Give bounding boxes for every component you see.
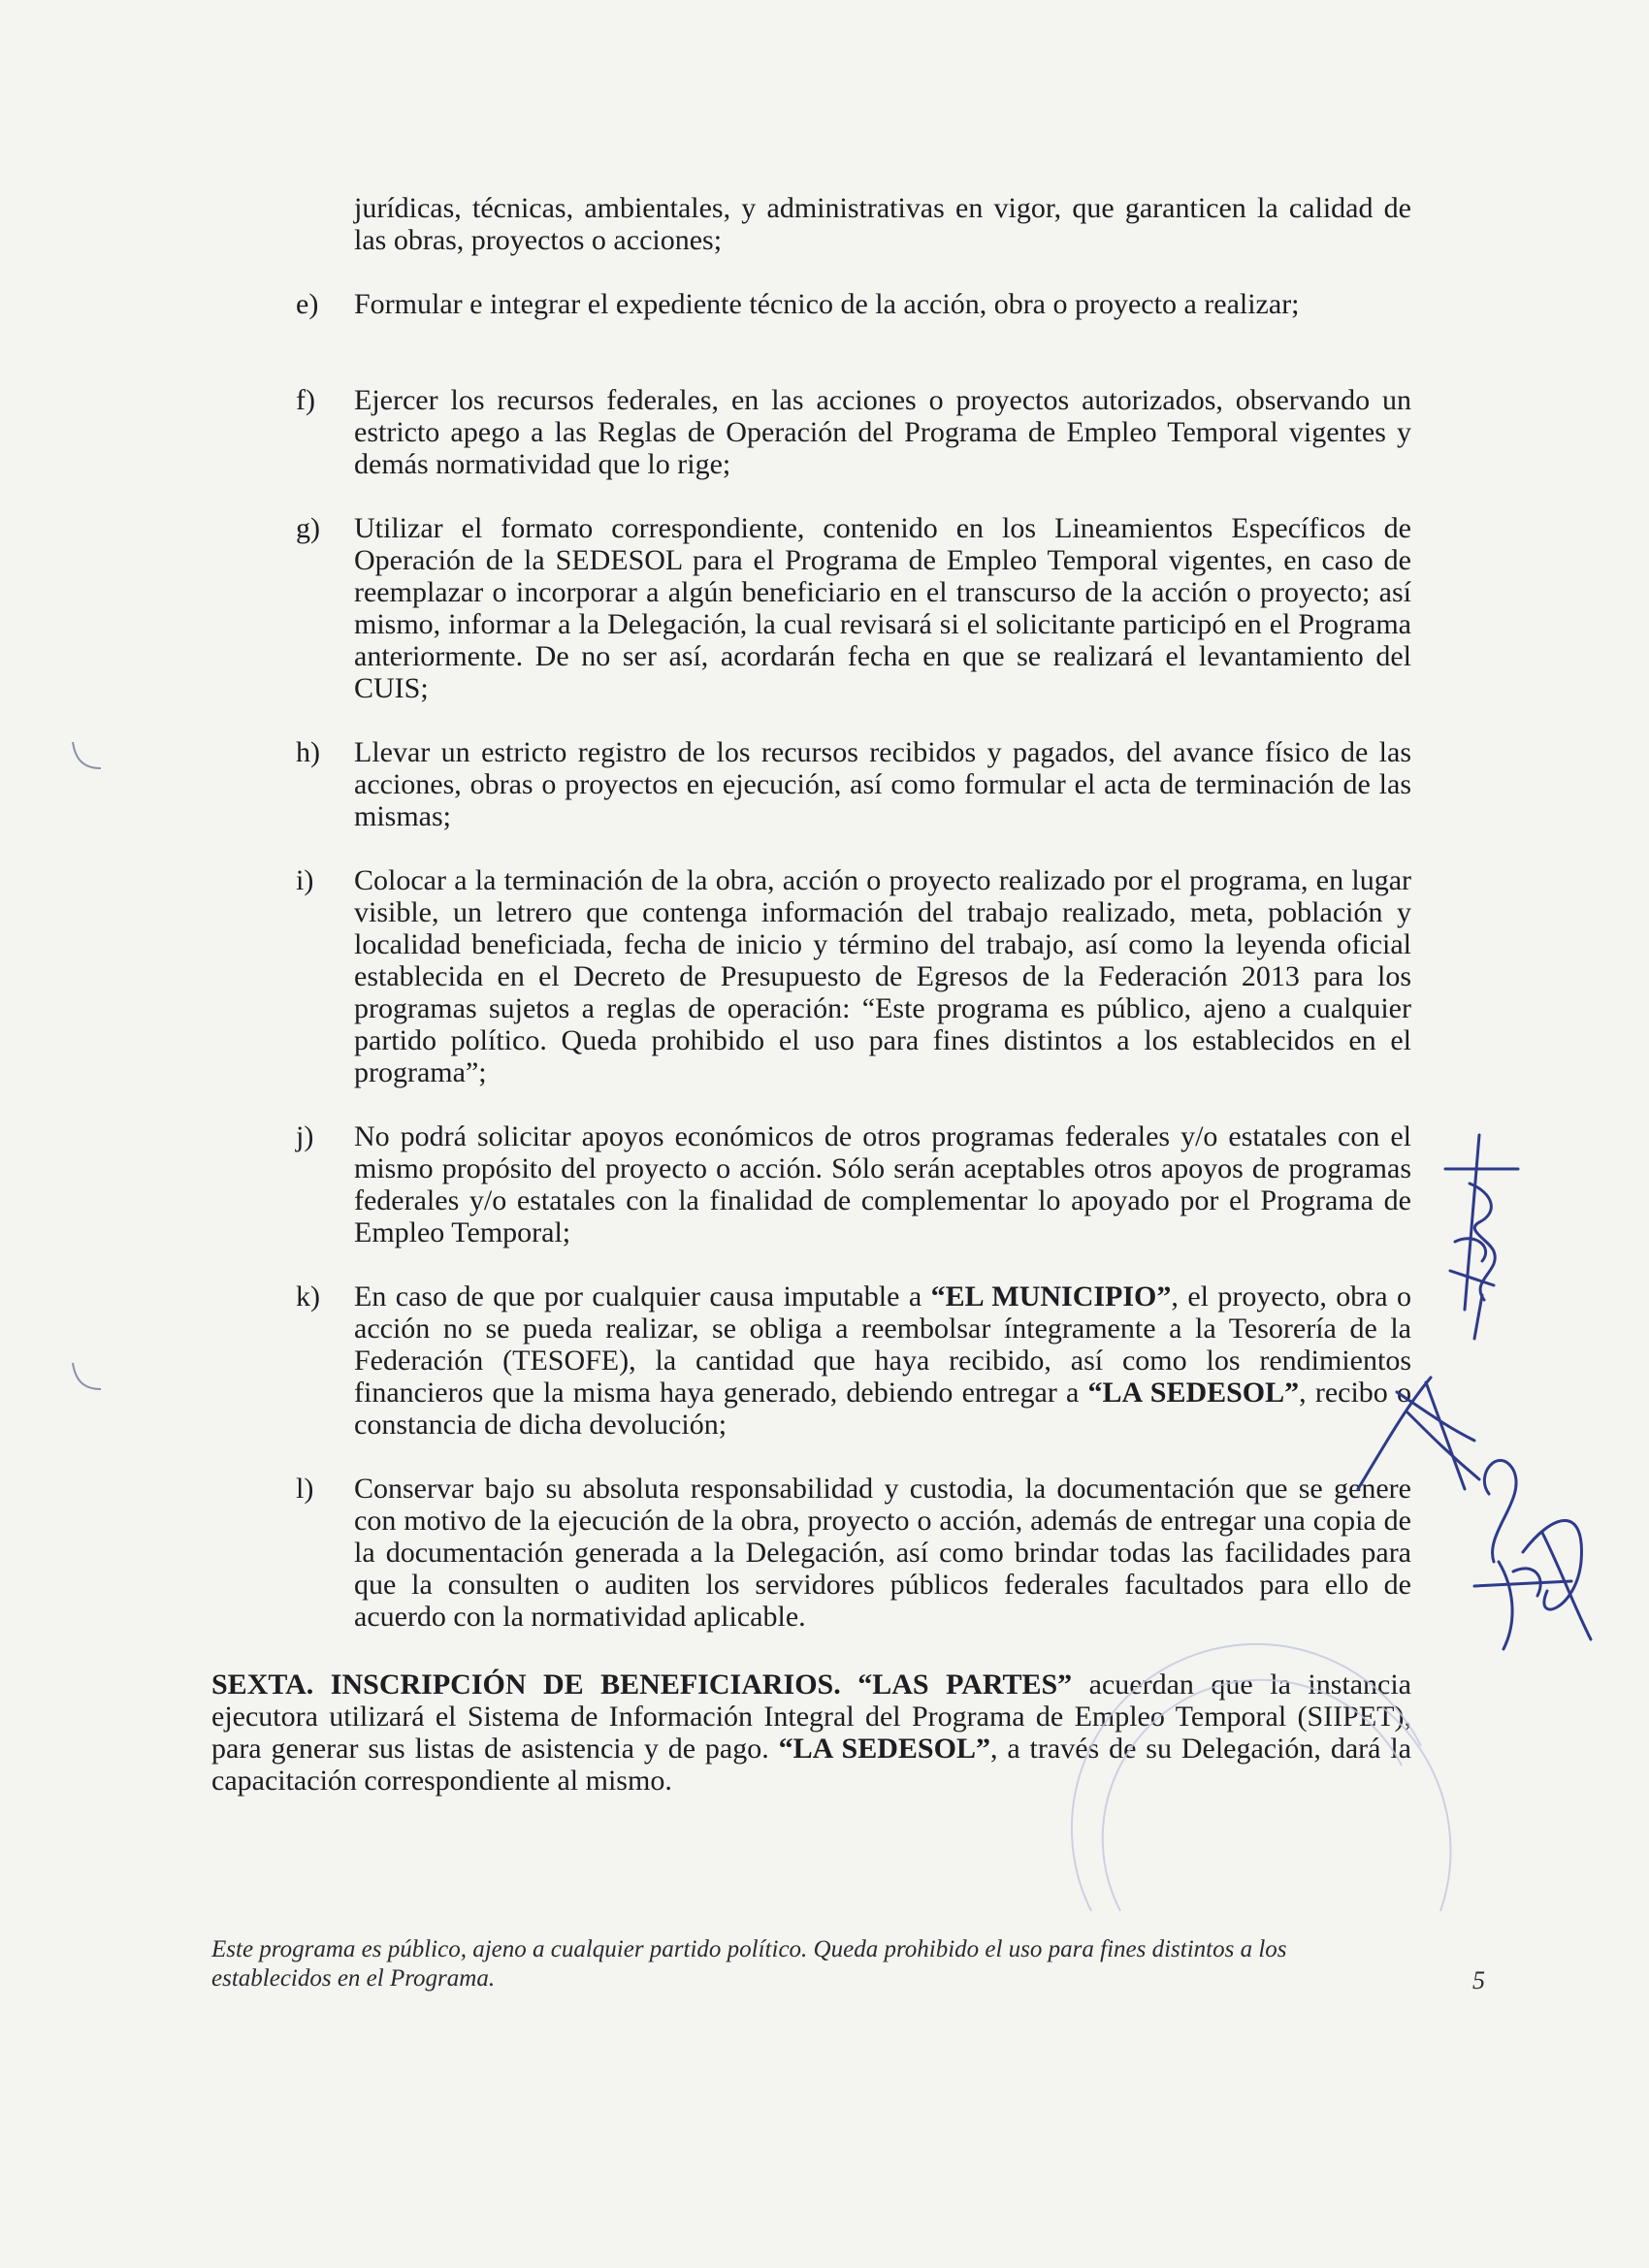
sedesol-party-name: “LA SEDESOL”: [1087, 1377, 1300, 1409]
list-item-text: Ejercer los recursos federales, en las acciones o proyectos autorizados, observando un estricto apego a las Reglas de Operación del Programa de Empleo Temporal vigentes y demás normatividad que lo rige;: [354, 384, 1411, 480]
list-item-marker: i): [296, 864, 314, 896]
municipio-party-name: “EL MUNICIPIO”: [930, 1280, 1172, 1312]
list-item-marker: l): [296, 1473, 314, 1505]
signature-icon: [1455, 1416, 1610, 1669]
text-segment: , el proyecto, obra o acción no se pueda realizar, se obliga a reembolsar íntegramente a la Tesorería de la Federación (TESOFE), la cantidad que haya recibido, así como los rendimientos financieros que la misma haya generado, debiendo entregar a: [354, 1280, 1412, 1409]
sedesol-party-name: “LA SEDESOL”: [778, 1733, 990, 1765]
list-item-marker: e): [296, 288, 319, 320]
clause-heading: SEXTA. INSCRIPCIÓN DE BENEFICIARIOS.: [211, 1669, 841, 1701]
text-segment: , recibo o constancia de dicha devolución;: [354, 1377, 1411, 1441]
list-item-text: [354, 1280, 1411, 1441]
list-item-marker: f): [296, 384, 315, 416]
list-item-text: Formular e integrar el expediente técnico de la acción, obra o proyecto a realizar;: [354, 288, 1300, 320]
clause-text: , a través de su Delegación, dará la capacitación correspondiente al mismo.: [211, 1733, 1411, 1797]
list-item-text: Conservar bajo su absoluta responsabilidad y custodia, la documentación que se genere con motivo de la ejecución de la obra, proyecto o acción, además de entregar una copia de la documentación generada a la Delegación, así como brindar todas las facilidades para que la consulten o auditen los servidores públicos federales facultados para ello de acuerdo con la normatividad aplicable.: [354, 1473, 1411, 1633]
list-item-text: No podrá solicitar apoyos económicos de otros programas federales y/o estatales con el mismo propósito del proyecto o acción. Sólo serán aceptables otros apoyos de programas federales y/o estatales con la finalidad de complementar lo apoyado por el Programa de Empleo Temporal;: [354, 1120, 1411, 1248]
list-item-marker: h): [296, 736, 320, 768]
scan-mark-icon: [68, 1358, 107, 1397]
list-item-text: Llevar un estricto registro de los recursos recibidos y pagados, del avance físico de las acciones, obras o proyectos en ejecución, así como formular el acta de terminación de las mismas;: [354, 736, 1411, 832]
list-item-text: Colocar a la terminación de la obra, acción o proyecto realizado por el programa, en lugar visible, un letrero que contenga información del trabajo realizado, meta, población y localidad beneficiada, fecha de inicio y término del trabajo, así como la leyenda oficial establecida en el Decreto de Presupuesto de Egresos de la Federación 2013 para los programas sujetos a reglas de operación: “Este programa es público, ajeno a cualquier partido político. Queda prohibido el uso para fines distintos a los establecidos en el programa”;: [354, 864, 1411, 1088]
list-item-marker: g): [296, 512, 320, 544]
footer-legend: Este programa es público, ajeno a cualquier partido político. Queda prohibido el uso para fines distintos a los establecidos en el Programa.: [211, 1936, 1287, 1992]
list-item-text: Utilizar el formato correspondiente, contenido en los Lineamientos Específicos de Operación de la SEDESOL para el Programa de Empleo Temporal vigentes, en caso de reemplazar o incorporar a algún beneficiario en el transcurso de la acción o proyecto; así mismo, informar a la Delegación, la cual revisará si el solicitante participó en el Programa anteriormente. De no ser así, acordarán fecha en que se realizará el levantamiento del CUIS;: [354, 512, 1411, 704]
list-item-marker: k): [296, 1280, 320, 1312]
clause-text: acuerdan que la instancia ejecutora utilizará el Sistema de Información Integral del Programa de Empleo Temporal (SIIPET), para generar sus listas de asistencia y de pago.: [211, 1669, 1412, 1765]
page-number: 5: [1472, 1966, 1485, 1994]
signature-initials-icon: [1426, 1125, 1533, 1348]
list-item-marker: j): [296, 1120, 314, 1152]
list-item-text: jurídicas, técnicas, ambientales, y administrativas en vigor, que garanticen la calidad de las obras, proyectos o acciones;: [354, 192, 1411, 256]
scan-mark-icon: [68, 737, 107, 776]
official-stamp-icon: [1052, 1630, 1460, 1921]
text-segment: En caso de que por cualquier causa imputable a: [354, 1280, 931, 1312]
parties-name: “LAS PARTES”: [857, 1669, 1073, 1701]
